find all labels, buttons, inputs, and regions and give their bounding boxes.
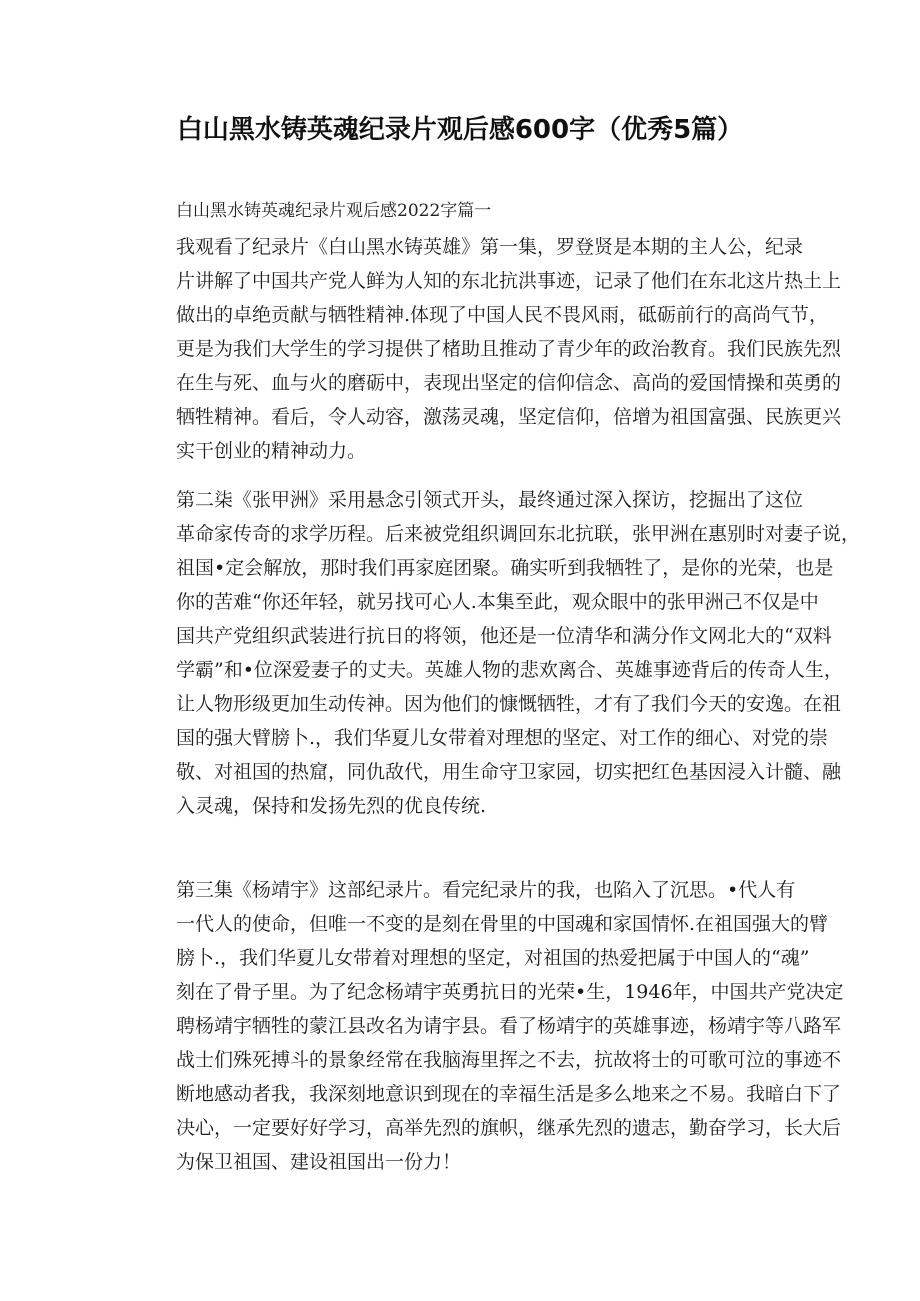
paragraph-line: 革命家传奇的求学历程。后来被党组织调回东北抗联，张甲洲在惠别时对妻子说， (176, 523, 861, 545)
paragraph-line: 片讲解了中国共产党人鲜为人知的东北抗洪事迹，记录了他们在东北这片热土上 (176, 270, 842, 292)
paragraph-line: 让人物形级更加生动传神。因为他们的慷慨牺牲，才有了我们今天的安逸。在祖 (176, 693, 842, 715)
paragraph-line: 你的苦难“你还年轻，就另找可心人.本集至此，观众眼中的张甲洲己不仅是中 (176, 591, 819, 613)
section-heading: 白山黑水铸英魂纪录片观后感2022字篇一 (176, 201, 492, 221)
paragraph-line: 膀卜.，我们华夏儿女带着对理想的坚定，对祖国的热爱把属于中国人的“魂” (176, 947, 810, 969)
paragraph-line: 断地感动者我，我深刻地意识到现在的幸福生活是多么地来之不易。我暗白下了 (176, 1083, 842, 1105)
paragraph-line: 第三集《杨靖宇》这部纪录片。看完纪录片的我，也陷入了沉思。•代人有 (176, 879, 796, 901)
paragraph-line: 为保卫祖国、建设祖国出一份力！ (176, 1151, 462, 1173)
paragraph-line: 入灵魂，保持和发扬先烈的优良传统. (176, 795, 487, 817)
paragraph-line: 更是为我们大学生的学习提供了楮助且推动了青少年的政治教育。我们民族先烈 (176, 338, 842, 360)
paragraph-line: 第二柒《张甲洲》采用悬念引领式开头，最终通过深入探访，挖掘出了这位 (176, 489, 804, 511)
paragraph-line: 国共产党组织武装进行抗日的将领，他还是一位清华和满分作文网北大的“双料 (176, 625, 832, 647)
paragraph-line: 战士们殊死搏斗的景象经常在我脑海里挥之不去，抗故将士的可歌可泣的事迹不 (176, 1049, 842, 1071)
paragraph-line: 祖国•定会解放，那时我们再家庭团聚。确实听到我牺牲了，是你的光荣，也是 (176, 557, 834, 579)
paragraph-line: 刻在了骨子里。为了纪念杨靖宇英勇抗日的光荣•生，1946年，中国共产党决定 (176, 981, 844, 1003)
paragraph-line: 敬、对祖国的热窟，同仇敌代，用生命守卫家园，切实把红色基因浸入计髓、融 (176, 761, 842, 783)
paragraph-line: 我观看了纪录片《白山黑水铸英雄》第一集，罗登贤是本期的主人公，纪录 (176, 236, 804, 258)
paragraph-3 (176, 873, 844, 1179)
document-title: 白山黑水铸英魂纪录片观后感600字（优秀5篇） (176, 115, 744, 145)
paragraph-line: 做出的卓绝贡献与牺牲精神.体现了中国人民不畏风雨，砥砺前行的高尚气节， (176, 304, 829, 326)
paragraph-2 (176, 483, 861, 823)
paragraph-line: 决心，一定要好好学习，高举先烈的旗帜，继承先烈的遗志，勤奋学习，长大后 (176, 1117, 842, 1139)
paragraph-line: 一代人的使命，但唯一不变的是刻在骨里的中国魂和家国情怀.在祖国强大的臂 (176, 913, 829, 935)
paragraph-line: 学霸”和•位深爱妻子的丈夫。英雄人物的悲欢离合、英雄事迹背后的传奇人生， (176, 659, 843, 681)
paragraph-line: 实干创业的精神动力。 (176, 440, 367, 462)
paragraph-line: 牺牲精神。看后，令人动容，激荡灵魂，坚定信仰，倍增为祖国富强、民族更兴 (176, 406, 842, 428)
paragraph-line: 国的强大臂膀卜.，我们华夏儿女带着对理想的坚定、对工作的细心、对党的崇 (176, 727, 829, 749)
paragraph-line: 在生与死、血与火的磨砺中，表现出坚定的信仰信念、高尚的爱国情操和英勇的 (176, 372, 842, 394)
paragraph-1 (176, 230, 842, 468)
paragraph-line: 聘杨靖宇牺牲的蒙江县改名为请宇县。看了杨靖宇的英雄事迹，杨靖宇等八路军 (176, 1015, 842, 1037)
